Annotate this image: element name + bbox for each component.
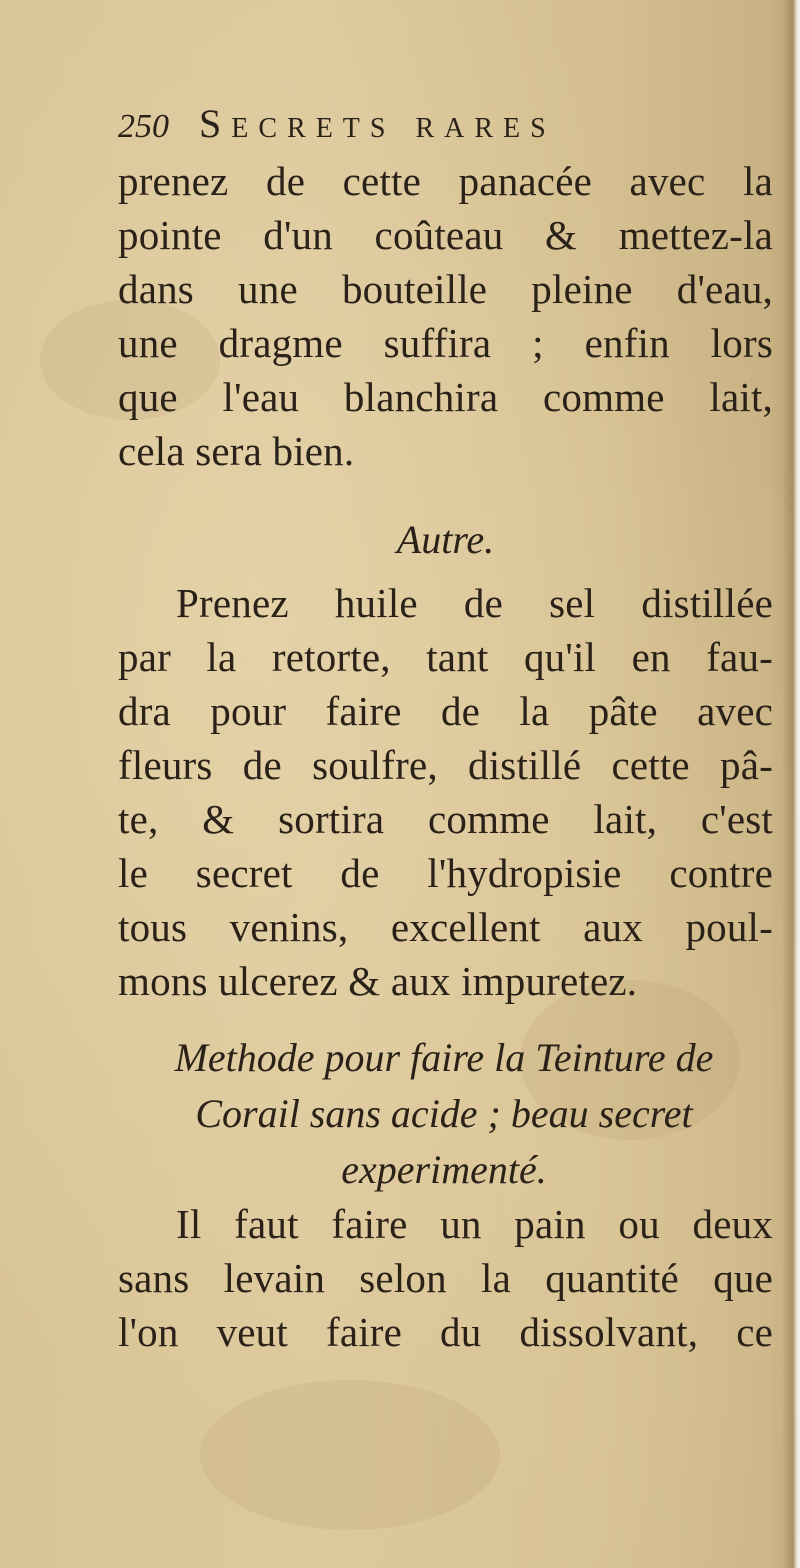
text-line: mons ulcerez & aux impuretez.	[118, 958, 638, 1004]
text-line: sans levain selon la quantité que	[118, 1255, 773, 1301]
text-line: cela sera bien.	[118, 428, 355, 474]
page-edge	[782, 0, 800, 1568]
text-line: te, & sortira comme lait, c'est	[118, 796, 773, 842]
text-line: dra pour faire de la pâte avec	[118, 688, 773, 734]
text-line: dans une bouteille pleine d'eau,	[118, 266, 773, 312]
text-line: le secret de l'hydropisie contre	[118, 850, 773, 896]
section-heading-methode	[110, 1030, 778, 1198]
paragraph-continuation	[118, 154, 773, 478]
section-heading-autre: Autre.	[396, 517, 495, 562]
text-line: l'on veut faire du dissolvant, ce	[118, 1309, 773, 1355]
text-line: par la retorte, tant qu'il en fau-	[118, 634, 773, 680]
text-line: pointe d'un coûteau & mettez-la	[118, 212, 773, 258]
heading-line: Methode pour faire la Teinture de	[174, 1035, 714, 1080]
text-line: Prenez huile de sel distillée	[176, 580, 773, 626]
page-number: 250	[118, 108, 169, 145]
heading-line: experimenté.	[341, 1147, 547, 1192]
running-head: Secrets rares	[199, 101, 556, 146]
text-line: une dragme suffira ; enfin lors	[118, 320, 773, 366]
text-line: que l'eau blanchira comme lait,	[118, 374, 773, 420]
text-line: tous venins, excellent aux poul-	[118, 904, 773, 950]
paragraph-autre	[118, 576, 773, 1008]
paper-stain	[200, 1380, 500, 1530]
text-line: fleurs de soulfre, distillé cette pâ-	[118, 742, 773, 788]
heading-line: Corail sans acide ; beau secret	[195, 1091, 693, 1136]
text-line: prenez de cette panacée avec la	[118, 158, 773, 204]
page-header	[118, 100, 678, 154]
text-line: Il faut faire un pain ou deux	[176, 1201, 773, 1247]
paragraph-methode	[118, 1197, 773, 1359]
